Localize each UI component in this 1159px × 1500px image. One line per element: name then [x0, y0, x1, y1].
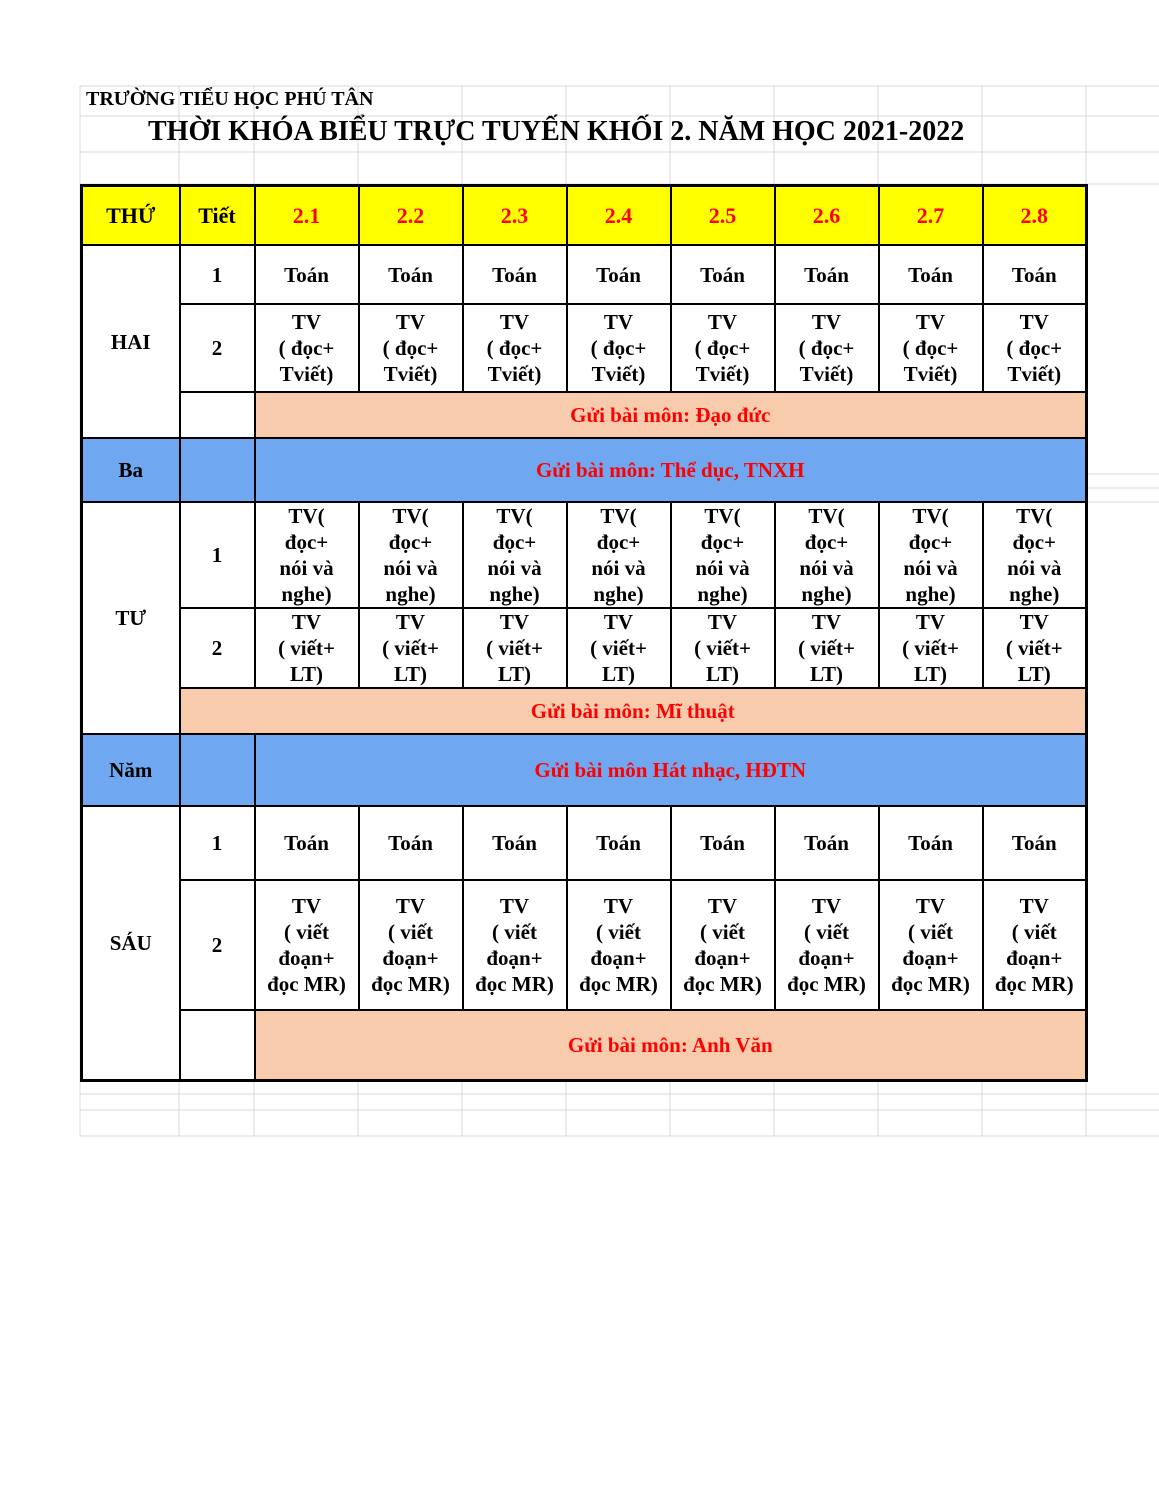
subject-cell: TV ( đọc+ Tviết): [359, 304, 463, 392]
subject-cell: TV ( đọc+ Tviết): [671, 304, 775, 392]
subject-cell: TV ( viết+ LT): [567, 608, 671, 688]
subject-cell: TV ( viết đoạn+ đọc MR): [567, 880, 671, 1010]
header-day: THỨ: [82, 186, 180, 246]
day-ba: Ba: [82, 438, 180, 502]
subject-cell: Toán: [983, 806, 1087, 880]
subject-cell: Toán: [775, 245, 879, 304]
subject-cell: TV( đọc+ nói và nghe): [983, 502, 1087, 608]
subject-cell: TV ( viết đoạn+ đọc MR): [359, 880, 463, 1010]
subject-cell: Toán: [463, 245, 567, 304]
hai-period-1-row: [82, 245, 1087, 304]
day-hai: HAI: [82, 245, 180, 438]
send-assignment-banner: Gửi bài môn: Đạo đức: [255, 392, 1087, 438]
empty-period-cell: [180, 1010, 255, 1080]
header-class: 2.1: [255, 186, 359, 246]
subject-cell: TV( đọc+ nói và nghe): [463, 502, 567, 608]
subject-cell: Toán: [879, 245, 983, 304]
hai-period-2-row: [82, 304, 1087, 392]
subject-cell: Toán: [671, 806, 775, 880]
subject-cell: Toán: [255, 806, 359, 880]
subject-cell: TV( đọc+ nói và nghe): [255, 502, 359, 608]
tu-period-2-row: [82, 608, 1087, 688]
subject-cell: Toán: [567, 806, 671, 880]
period-number: 2: [180, 880, 255, 1010]
day-sau: SÁU: [82, 806, 180, 1080]
header-class: 2.2: [359, 186, 463, 246]
empty-period-cell: [180, 392, 255, 438]
subject-cell: TV ( đọc+ Tviết): [775, 304, 879, 392]
tu-send-row: [82, 688, 1087, 734]
sau-send-row: [82, 1010, 1087, 1080]
subject-cell: TV ( viết+ LT): [671, 608, 775, 688]
tu-period-1-row: [82, 502, 1087, 608]
empty-period-cell: [180, 734, 255, 806]
subject-cell: TV ( viết+ LT): [359, 608, 463, 688]
subject-cell: TV ( viết đoạn+ đọc MR): [879, 880, 983, 1010]
header-row: [82, 186, 1087, 246]
subject-cell: TV ( viết đoạn+ đọc MR): [983, 880, 1087, 1010]
subject-cell: TV ( đọc+ Tviết): [567, 304, 671, 392]
subject-cell: TV ( viết đoạn+ đọc MR): [255, 880, 359, 1010]
subject-cell: TV( đọc+ nói và nghe): [359, 502, 463, 608]
day-tu: TƯ: [82, 502, 180, 734]
header-period: Tiết: [180, 186, 255, 246]
sau-period-2-row: [82, 880, 1087, 1010]
send-assignment-banner: Gửi bài môn: Mĩ thuật: [180, 688, 1087, 734]
subject-cell: TV ( viết đoạn+ đọc MR): [775, 880, 879, 1010]
day-nam: Năm: [82, 734, 180, 806]
ba-row: [82, 438, 1087, 502]
subject-cell: TV ( đọc+ Tviết): [879, 304, 983, 392]
period-number: 1: [180, 806, 255, 880]
sau-period-1-row: [82, 806, 1087, 880]
subject-cell: TV ( đọc+ Tviết): [255, 304, 359, 392]
subject-cell: TV( đọc+ nói và nghe): [775, 502, 879, 608]
subject-cell: Toán: [671, 245, 775, 304]
subject-cell: Toán: [359, 806, 463, 880]
period-number: 2: [180, 304, 255, 392]
empty-period-cell: [180, 438, 255, 502]
header-class: 2.7: [879, 186, 983, 246]
subject-cell: Toán: [879, 806, 983, 880]
subject-cell: TV ( viết+ LT): [463, 608, 567, 688]
send-assignment-banner: Gửi bài môn: Anh Văn: [255, 1010, 1087, 1080]
subject-cell: TV( đọc+ nói và nghe): [879, 502, 983, 608]
send-assignment-banner: Gửi bài môn: Thể dục, TNXH: [255, 438, 1087, 502]
header-class: 2.3: [463, 186, 567, 246]
school-name: TRƯỜNG TIỂU HỌC PHÚ TÂN: [86, 88, 374, 110]
header-class: 2.6: [775, 186, 879, 246]
subject-cell: Toán: [255, 245, 359, 304]
subject-cell: Toán: [775, 806, 879, 880]
subject-cell: Toán: [359, 245, 463, 304]
subject-cell: TV ( viết đoạn+ đọc MR): [463, 880, 567, 1010]
subject-cell: TV( đọc+ nói và nghe): [671, 502, 775, 608]
subject-cell: Toán: [983, 245, 1087, 304]
subject-cell: Toán: [463, 806, 567, 880]
subject-cell: TV ( viết đoạn+ đọc MR): [671, 880, 775, 1010]
subject-cell: TV ( đọc+ Tviết): [463, 304, 567, 392]
period-number: 1: [180, 245, 255, 304]
subject-cell: TV ( viết+ LT): [775, 608, 879, 688]
page-title: THỜI KHÓA BIỂU TRỰC TUYẾN KHỐI 2. NĂM HỌC 2021-2022: [148, 116, 965, 147]
header-class: 2.8: [983, 186, 1087, 246]
subject-cell: TV( đọc+ nói và nghe): [567, 502, 671, 608]
header-class: 2.4: [567, 186, 671, 246]
header-class: 2.5: [671, 186, 775, 246]
subject-cell: TV ( viết+ LT): [255, 608, 359, 688]
period-number: 2: [180, 608, 255, 688]
hai-send-row: [82, 392, 1087, 438]
subject-cell: Toán: [567, 245, 671, 304]
subject-cell: TV ( viết+ LT): [983, 608, 1087, 688]
subject-cell: TV ( viết+ LT): [879, 608, 983, 688]
subject-cell: TV ( đọc+ Tviết): [983, 304, 1087, 392]
nam-row: [82, 734, 1087, 806]
period-number: 1: [180, 502, 255, 608]
timetable: [80, 184, 1088, 1082]
send-assignment-banner: Gửi bài môn Hát nhạc, HĐTN: [255, 734, 1087, 806]
